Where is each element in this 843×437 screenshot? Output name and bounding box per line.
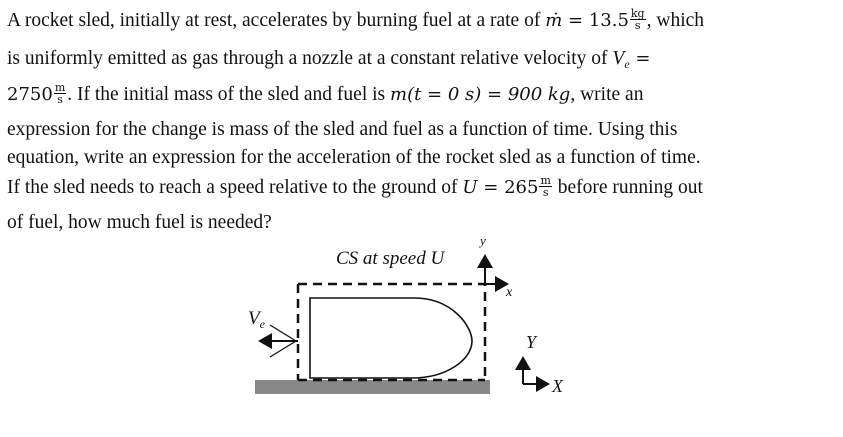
moving-axes bbox=[485, 256, 507, 284]
ground bbox=[255, 380, 490, 394]
equals-sign: = bbox=[629, 48, 651, 69]
ve-label: $V_e$ bbox=[248, 308, 265, 331]
x-axis-small-label: x bbox=[506, 285, 513, 300]
text-segment: , which bbox=[646, 10, 705, 31]
u-value: 265 bbox=[504, 177, 539, 198]
problem-line-3 bbox=[7, 81, 644, 107]
unit-m-per-s: $\frac{m}{s}$ bbox=[54, 81, 66, 107]
y-axis-label: Y bbox=[526, 332, 537, 352]
cs-label: CS at speed U bbox=[336, 248, 445, 269]
problem-line-1 bbox=[7, 7, 705, 33]
problem-line-4: expression for the change is mass of the sled and fuel as a function of time. Using this bbox=[7, 119, 678, 140]
unit-kg-per-s: $\frac{kg}{s}$ bbox=[630, 7, 645, 33]
problem-line-6 bbox=[7, 174, 703, 200]
equals-sign: = bbox=[477, 177, 505, 198]
ground-axes bbox=[523, 358, 548, 384]
text-segment: . If the initial mass of the sled and fuel is bbox=[67, 84, 391, 105]
u-symbol: U bbox=[462, 177, 478, 198]
mdot-value: 13.5 bbox=[588, 10, 629, 31]
text-segment: A rocket sled, initially at rest, accelerates by burning fuel at a rate of bbox=[7, 10, 546, 31]
sled-body bbox=[310, 298, 472, 378]
exhaust-arrow bbox=[260, 325, 298, 357]
text-segment: before running out bbox=[552, 177, 703, 198]
equals-sign: = bbox=[562, 10, 589, 31]
rocket-sled-figure bbox=[240, 232, 600, 404]
x-axis-label: X bbox=[552, 376, 563, 396]
mdot-symbol: ṁ bbox=[545, 10, 563, 31]
ve-symbol: V bbox=[612, 48, 625, 69]
text-segment: , write an bbox=[570, 84, 644, 105]
initial-mass-expression: m(t = 0 s) = 900 kg bbox=[390, 84, 571, 105]
text-segment: If the sled needs to reach a speed relative to the ground of bbox=[7, 177, 463, 198]
y-axis-small-label: y bbox=[480, 233, 486, 248]
problem-line-7: of fuel, how much fuel is needed? bbox=[7, 212, 272, 233]
text-segment: is uniformly emitted as gas through a nozzle at a constant relative velocity of bbox=[7, 48, 613, 69]
ve-value: 2750 bbox=[7, 84, 53, 105]
unit-m-per-s: $\frac{m}{s}$ bbox=[540, 174, 551, 200]
problem-line-2 bbox=[7, 48, 650, 72]
ve-subscript: e bbox=[624, 57, 630, 71]
problem-line-5: equation, write an expression for the acceleration of the rocket sled as a function of time. bbox=[7, 147, 701, 168]
